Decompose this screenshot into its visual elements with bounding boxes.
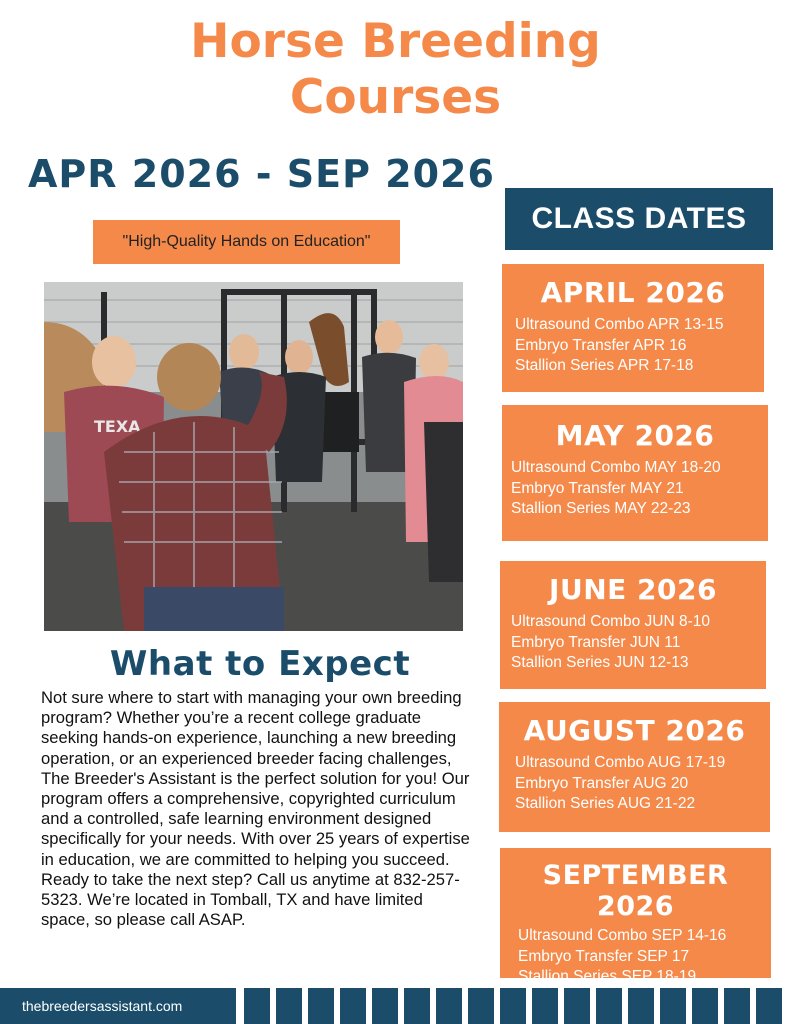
- date-range-heading: APR 2026 - SEP 2026: [28, 152, 495, 196]
- footer-stripe: [596, 988, 622, 1024]
- what-to-expect-heading: What to Expect: [109, 644, 411, 684]
- class-line: Ultrasound Combo AUG 17-19: [515, 754, 726, 771]
- footer-stripe: [628, 988, 654, 1024]
- class-line: Embryo Transfer JUN 11: [511, 633, 681, 651]
- class-line: Embryo Transfer APR 16: [515, 336, 687, 354]
- month-classes: [499, 753, 770, 815]
- tagline-banner: "High-Quality Hands on Education": [93, 220, 400, 264]
- class-line: Stallion Series JUN 12-13: [511, 654, 689, 671]
- month-title: JUNE 2026: [549, 573, 717, 606]
- class-line: Stallion Series AUG 21-22: [515, 795, 696, 812]
- footer-stripe: [500, 988, 526, 1024]
- class-line: Ultrasound Combo APR 13-15: [515, 316, 724, 333]
- footer-stripe: [564, 988, 590, 1024]
- class-line: Stallion Series SEP 18-19: [518, 968, 697, 985]
- month-card-may: [502, 405, 768, 541]
- title-line-2: Courses: [289, 70, 502, 125]
- month-title: MAY 2026: [555, 419, 715, 452]
- page-title: [0, 14, 791, 126]
- month-card-september: [500, 848, 771, 985]
- footer-stripe: [436, 988, 462, 1024]
- footer-stripe: [340, 988, 366, 1024]
- footer-stripe: [724, 988, 750, 1024]
- month-classes: [502, 315, 764, 377]
- footer-stripe: [308, 988, 334, 1024]
- class-line: Ultrasound Combo MAY 18-20: [511, 459, 721, 476]
- class-line: Stallion Series APR 17-18: [515, 357, 694, 374]
- what-to-expect-body: Not sure where to start with managing your own breeding program? Whether you’re a recent college graduate seeking hands-on experience, launching a new breeding operation, or an experienced breeder facing challenges, The Breeder's Assistant is the perfect solution for you! Our program offers a comprehensive, copyrighted curriculum and a controlled, safe learning environment designed specifically for your needs. With over 25 years of expertise in education, we are committed to helping you succeed. Ready to take the next step? Call us anytime at 832-257-5323. We’re located in Tomball, TX and have limited space, so please call ASAP.: [41, 688, 470, 930]
- footer-stripe: [468, 988, 494, 1024]
- class-photo-illustration: [44, 282, 463, 631]
- footer-stripe: [404, 988, 430, 1024]
- month-card-august: [499, 702, 770, 832]
- footer-stripe: [372, 988, 398, 1024]
- class-dates-heading: CLASS DATES: [505, 188, 773, 250]
- footer-stripe: [276, 988, 302, 1024]
- footer-bar: [0, 988, 791, 1024]
- month-title: SEPTEMBER 2026: [542, 860, 729, 922]
- month-card-june: [500, 561, 766, 689]
- class-line: Embryo Transfer MAY 21: [511, 479, 684, 497]
- footer-stripe: [756, 988, 782, 1024]
- footer-stripe: [692, 988, 718, 1024]
- shirt-text: TEXA: [94, 417, 141, 436]
- class-line: Ultrasound Combo SEP 14-16: [518, 927, 727, 944]
- class-photo: [44, 282, 463, 631]
- footer-stripe: [244, 988, 270, 1024]
- class-line: Stallion Series MAY 22-23: [511, 500, 691, 517]
- class-line: Embryo Transfer SEP 17: [518, 947, 690, 965]
- month-classes: [502, 458, 768, 520]
- month-classes: [500, 612, 766, 674]
- month-title: APRIL 2026: [540, 276, 726, 309]
- class-line: Ultrasound Combo JUN 8-10: [511, 613, 711, 630]
- month-title: AUGUST 2026: [523, 714, 746, 747]
- class-line: Embryo Transfer AUG 20: [515, 774, 689, 792]
- footer-stripe: [660, 988, 686, 1024]
- title-line-1: Horse Breeding: [190, 14, 601, 69]
- month-card-april: [502, 264, 764, 392]
- footer-website-link[interactable]: thebreedersassistant.com: [0, 988, 236, 1024]
- footer-stripe: [532, 988, 558, 1024]
- month-classes: [500, 926, 771, 988]
